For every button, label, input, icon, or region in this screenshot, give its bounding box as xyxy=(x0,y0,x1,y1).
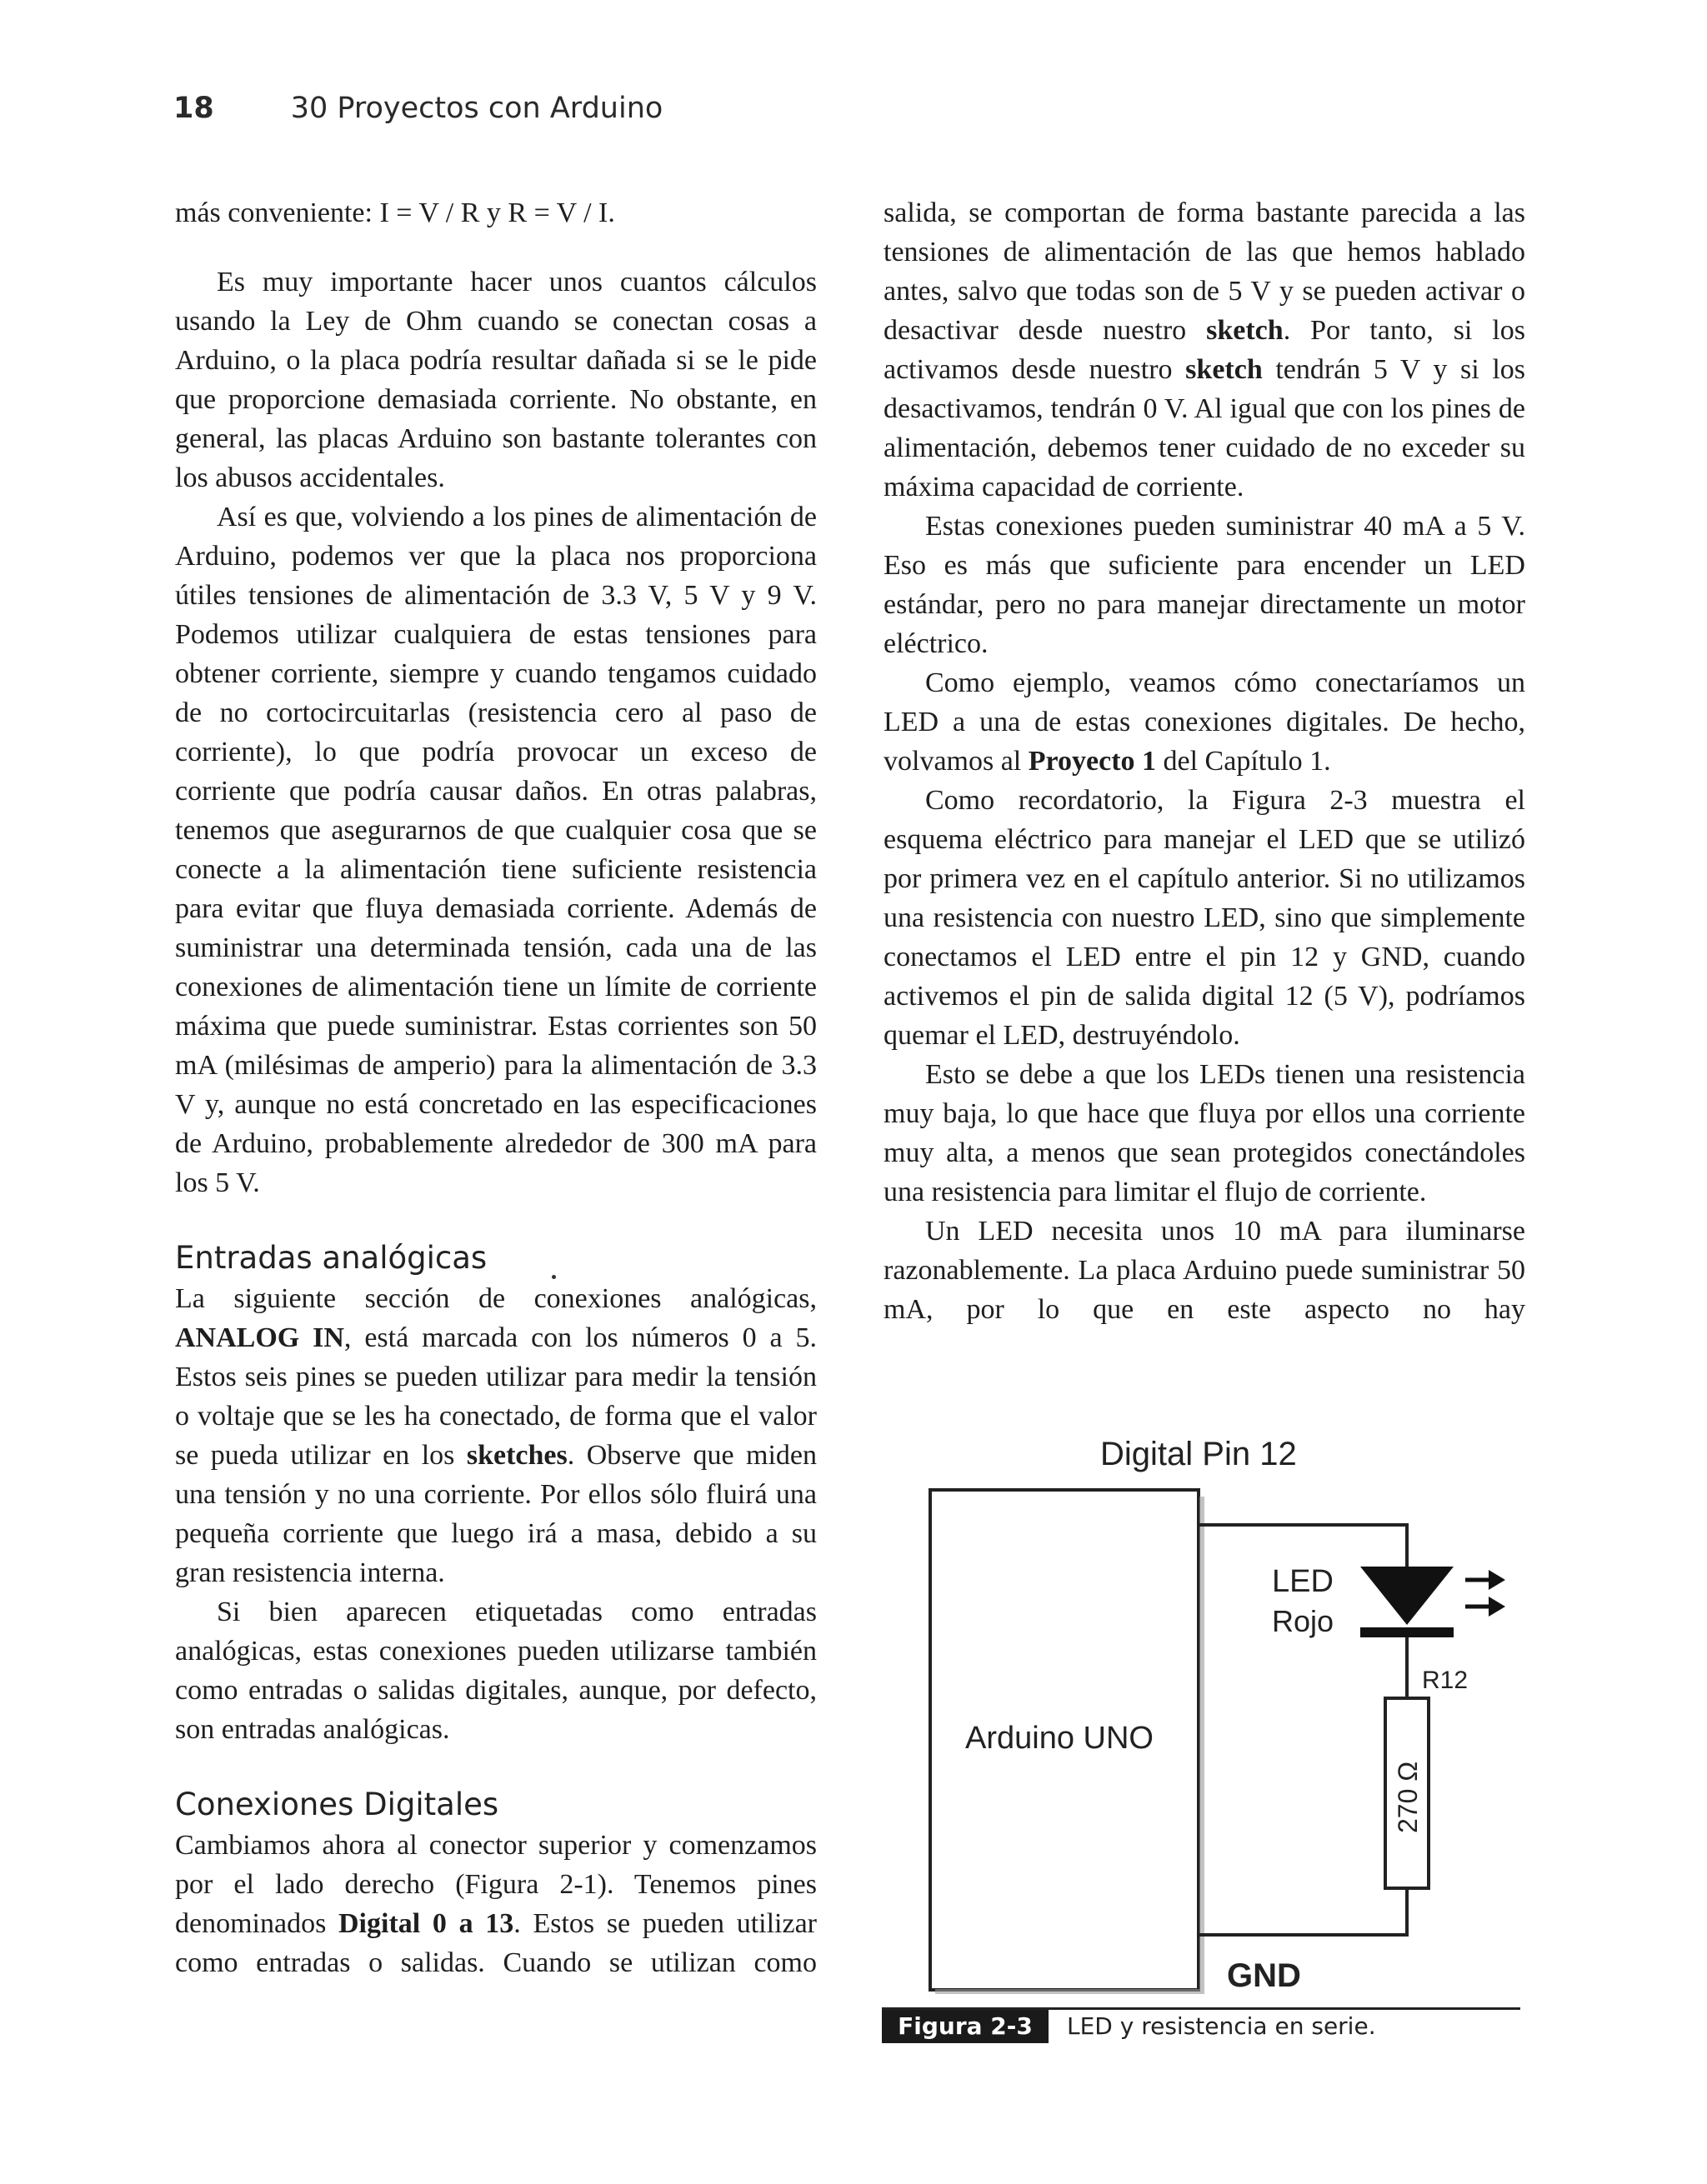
paragraph: Cambiamos ahora al conector superior y comenzamos por el lado derecho (Figura 2-1). Tenemos pines denominados Digital 0 a 13. Estos se pueden utilizar como entradas o salidas. Cuando se utilizan como xyxy=(175,1830,817,1978)
gnd-label: GND xyxy=(1227,1957,1301,1994)
resistor-ref-label: R12 xyxy=(1422,1667,1469,1694)
section-heading-analog: Entradas analógicas xyxy=(175,1240,488,1276)
digital-pin-label: Digital Pin 12 xyxy=(1100,1436,1297,1472)
book-title: 30 Proyectos con Arduino xyxy=(290,92,663,125)
led-color-label: Rojo xyxy=(1272,1604,1334,1638)
circuit-diagram xyxy=(882,1417,1524,2050)
stray-dot xyxy=(552,1275,556,1279)
light-arrow-head-icon xyxy=(1489,1570,1505,1590)
led-cathode-bar xyxy=(1360,1627,1454,1637)
wire-gnd xyxy=(1199,1888,1407,1935)
caption-text: LED y resistencia en serie. xyxy=(1067,2012,1376,2040)
paragraph: Si bien aparecen etiquetadas como entradas analógicas, estas conexiones pueden utilizarse también como entradas o salidas digitales, aunque, por defecto, son entradas analógicas. xyxy=(175,1597,817,1745)
paragraph: Así es que, volviendo a los pines de alimentación de Arduino, podemos ver que la placa nos proporciona útiles tensiones de alimentación de 3.3 V, 5 V y 9 V. Podemos utilizar cualquiera de estas tensiones para obtener corriente, siempre y cuando tengamos cuidado de no cortocircuitarlas (resistencia cero al paso de corriente), lo que podría provocar un exceso de corriente que podría causar daños. En otras palabras, tenemos que asegurarnos de que cualquier cosa que se conecte a la alimentación tiene suficiente resistencia para evitar que fluya demasiada corriente. Además de suministrar una determinada tensión, cada una de las conexiones de alimentación tiene un límite de corriente máxima que puede suministrar. Estas corrientes son 50 mA (milésimas de amperio) para la alimentación de 3.3 V y, aunque no está concretado en las especificaciones de Arduino, probablemente alrededor de 300 mA para los 5 V. xyxy=(175,502,817,1198)
paragraph: Como ejemplo, veamos cómo conectaríamos un LED a una de estas conexiones digitales. De hecho, volvamos al Proyecto 1 del Capítulo 1. xyxy=(884,667,1525,777)
led-label: LED xyxy=(1272,1564,1334,1599)
left-column xyxy=(175,193,817,1982)
page-number: 18 xyxy=(173,92,214,125)
led-diode-symbol xyxy=(1360,1567,1454,1625)
wire-pin12 xyxy=(1199,1525,1407,1567)
paragraph: La siguiente sección de conexiones analógicas, ANALOG IN, está marcada con los números 0 a 5. Estos seis pines se pueden utilizar para medir la tensión o voltaje que se les ha conectado, de forma que el valor se pueda utilizar en los sketches. Observe que miden una tensión y no una corriente. Por ellos sólo fluirá una pequeña corriente que luego irá a masa, debido a su gran resistencia interna. xyxy=(175,1283,817,1588)
resistor-value-label: 270 Ω xyxy=(1393,1761,1423,1833)
paragraph: Es muy importante hacer unos cuantos cálculos usando la Ley de Ohm cuando se conectan cosas a Arduino, o la placa podría resultar dañada si se le pide que proporcione demasiada corriente. No obstante, en general, las placas Arduino son bastante tolerantes con los abusos accidentales. xyxy=(175,267,817,493)
paragraph: salida, se comportan de forma bastante parecida a las tensiones de alimentación de las que hemos hablado antes, salvo que todas son de 5 V y se pueden activar o desactivar desde nuestro sketch. Por tanto, si los activamos desde nuestro sketch tendrán 5 V y si los desactivamos, tendrán 0 V. Al igual que con los pines de alimentación, debemos tener cuidado de no exceder su máxima capacidad de corriente. xyxy=(884,197,1525,502)
paragraph: más conveniente: I = V / R y R = V / I. xyxy=(175,197,615,228)
page-header xyxy=(173,92,663,125)
light-arrow-head-icon xyxy=(1489,1597,1505,1617)
paragraph: Esto se debe a que los LEDs tienen una resistencia muy baja, lo que hace que fluya por ellos una corriente muy alta, a menos que sean protegidos conectándoles una resistencia para limitar el flujo de corriente. xyxy=(884,1059,1525,1207)
section-heading-digital: Conexiones Digitales xyxy=(175,1787,499,1822)
figure-caption xyxy=(882,2007,1520,2043)
caption-tag: Figura 2-3 xyxy=(882,2010,1049,2043)
figure-2-3 xyxy=(882,1417,1524,2050)
paragraph: Como recordatorio, la Figura 2-3 muestra el esquema eléctrico para manejar el LED que se utilizó por primera vez en el capítulo anterior. Si no utilizamos una resistencia con nuestro LED, sino que simplemente conectamos el LED entre el pin 12 y GND, cuando activemos el pin de salida digital 12 (5 V), podríamos quemar el LED, destruyéndolo. xyxy=(884,785,1525,1051)
right-column xyxy=(884,193,1525,1329)
board-label: Arduino UNO xyxy=(965,1721,1154,1756)
paragraph: Estas conexiones pueden suministrar 40 mA a 5 V. Eso es más que suficiente para encender un LED estándar, pero no para manejar directamente un motor eléctrico. xyxy=(884,511,1525,659)
paragraph: Un LED necesita unos 10 mA para iluminarse razonablemente. La placa Arduino puede suministrar 50 mA, por lo que en este aspecto no hay xyxy=(884,1216,1525,1325)
